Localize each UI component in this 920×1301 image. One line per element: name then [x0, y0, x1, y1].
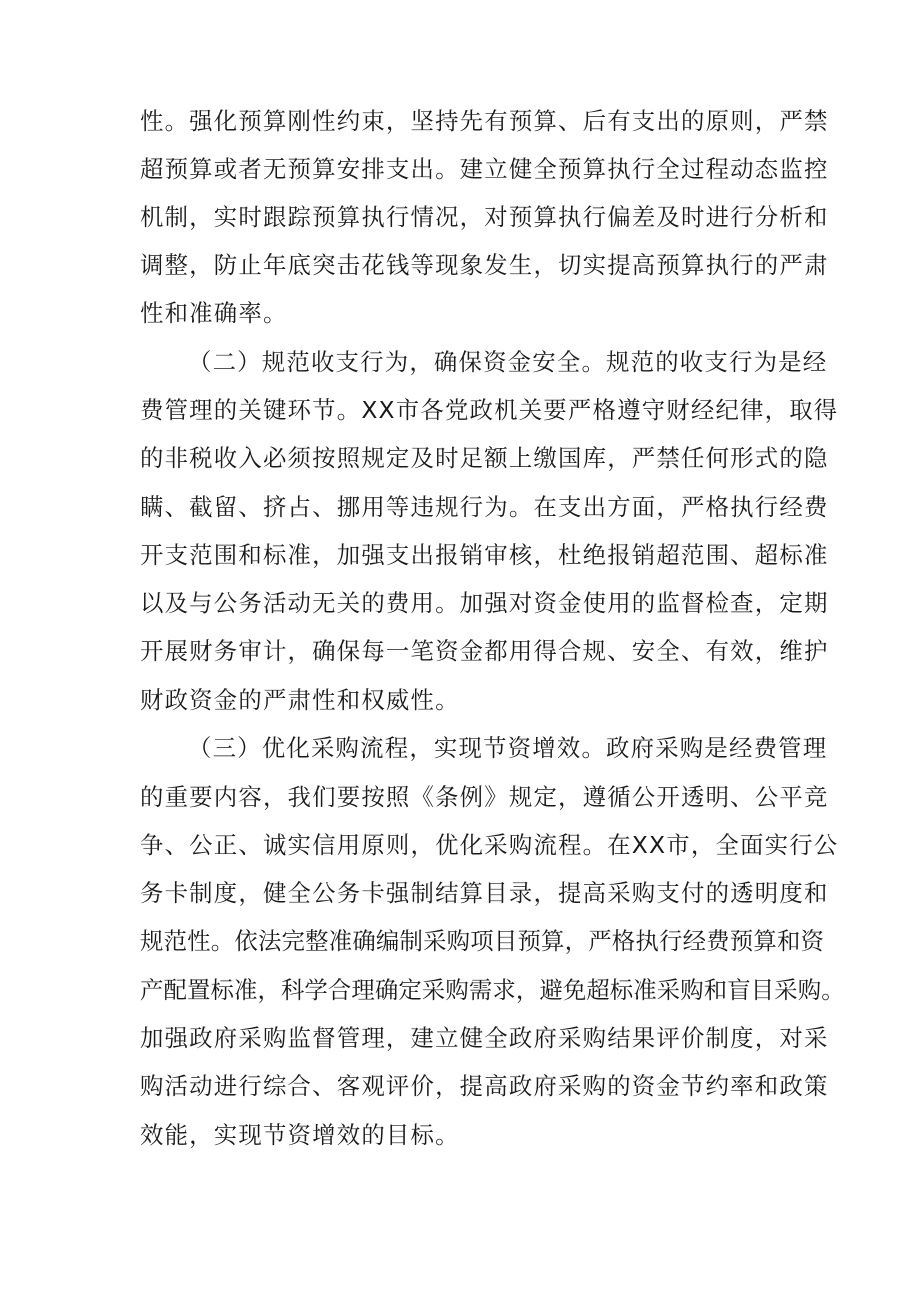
paragraph-3-line-5: 规范性。依法完整准确编制采购项目预算，严格执行经费预算和资 [140, 927, 825, 955]
paragraph-3-line-9: 效能，实现节资增效的目标。 [140, 1121, 460, 1149]
paragraph-3-line-6: 产配置标准，科学合理确定采购需求，避免超标准采购和盲目采购。 [140, 976, 845, 1004]
paragraph-3-line-1: （三）优化采购流程，实现节资增效。政府采购是经费管理 [188, 734, 828, 762]
paragraph-3-line-7: 加强政府采购监督管理，建立健全政府采购结果评价制度，对采 [140, 1024, 829, 1052]
paragraph-1-line-2: 超预算或者无预算安排支出。建立健全预算执行全过程动态监控 [140, 155, 829, 183]
paragraph-2-line-2: 费管理的关键环节。XX市各党政机关要严格遵守财经纪律，取得 [140, 396, 839, 424]
paragraph-2-line-8: 财政资金的严肃性和权威性。 [140, 686, 460, 714]
paragraph-2-line-5: 开支范围和标准，加强支出报销审核，杜绝报销超范围、超标准 [140, 541, 829, 569]
paragraph-3-line-2: 的重要内容，我们要按照《条例》规定，遵循公开透明、公平竞 [140, 783, 829, 811]
paragraph-1-line-1: 性。强化预算刚性约束，坚持先有预算、后有支出的原则，严禁 [140, 107, 829, 135]
paragraph-3-line-8: 购活动进行综合、客观评价，提高政府采购的资金节约率和政策 [140, 1072, 829, 1100]
paragraph-1-line-5: 性和准确率。 [140, 299, 288, 327]
paragraph-2-line-3: 的非税收入必须按照规定及时足额上缴国库，严禁任何形式的隐 [140, 444, 829, 472]
paragraph-2-line-7: 开展财务审计，确保每一笔资金都用得合规、安全、有效，维护 [140, 637, 829, 665]
paragraph-1-line-4: 调整，防止年底突击花钱等现象发生，切实提高预算执行的严肃 [140, 251, 829, 279]
paragraph-2-line-1: （二）规范收支行为，确保资金安全。规范的收支行为是经 [188, 348, 828, 376]
paragraph-1-line-3: 机制，实时跟踪预算执行情况，对预算执行偏差及时进行分析和 [140, 203, 829, 231]
paragraph-3-line-3: 争、公正、诚实信用原则，优化采购流程。在XX市，全面实行公 [140, 831, 839, 859]
paragraph-2-line-6: 以及与公务活动无关的费用。加强对资金使用的监督检查，定期 [140, 589, 829, 617]
paragraph-2-line-4: 瞒、截留、挤占、挪用等违规行为。在支出方面，严格执行经费 [140, 493, 829, 521]
paragraph-3-line-4: 务卡制度，健全公务卡强制结算目录，提高采购支付的透明度和 [140, 879, 829, 907]
